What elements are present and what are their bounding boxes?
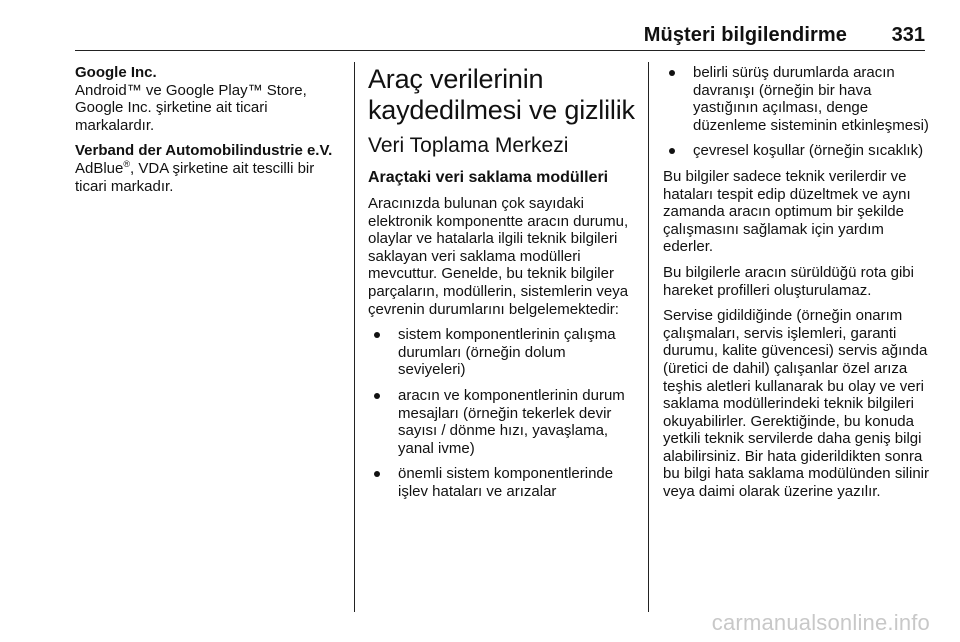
bullet-icon	[374, 332, 380, 338]
list-item-text: belirli sürüş durumlarda aracın davranışı (örneğin bir hava yastığının açılması, denge düzenleme sisteminin etkinleşmesi)	[693, 64, 929, 134]
watermark: carmanualsonline.info	[711, 610, 930, 635]
header-title: Müşteri bilgilendirme	[643, 24, 847, 46]
list-item	[663, 142, 929, 160]
registered-mark: ®	[123, 158, 131, 169]
list-item	[368, 326, 636, 379]
column-middle	[368, 64, 636, 509]
column-divider-right	[648, 62, 649, 612]
paragraph-route-profiles: Bu bilgilerle aracın sürüldüğü rota gibi hareket profilleri oluşturulamaz.	[663, 263, 914, 299]
bullet-icon	[669, 148, 675, 154]
trademark-vda-text	[75, 160, 343, 195]
list-item-text: önemli sistem komponentlerinde işlev hataları ve arızalar	[398, 465, 614, 500]
bullet-icon	[374, 471, 380, 477]
bullet-list-right	[663, 64, 929, 160]
bullet-icon	[374, 393, 380, 399]
bullet-icon	[669, 70, 675, 76]
topic-heading: Araçtaki veri saklama modülleri	[368, 169, 609, 186]
trademark-vda-rest: , VDA şirketine ait tescilli bir ticari markadır.	[75, 159, 315, 195]
list-item	[368, 465, 636, 500]
column-left	[75, 64, 343, 203]
list-item	[663, 64, 929, 134]
adblue-text: AdBlue	[75, 159, 124, 177]
subsection-heading: Veri Toplama Merkezi	[368, 134, 569, 157]
trademark-google	[75, 64, 343, 134]
section-heading: Araç verilerinin kaydedilmesi ve gizlilik	[368, 64, 635, 125]
trademark-vda-title: Verband der Automobilindustrie e.V.	[75, 142, 333, 160]
list-item-text: aracın ve komponentlerinin durum mesajları (örneğin tekerlek devir sayısı / dönme hızı, yavaşlama, yanal ivme)	[398, 386, 625, 457]
intro-paragraph: Aracınızda bulunan çok sayıdaki elektronik komponentte aracın durumu, olaylar ve hatalarla ilgili teknik bilgileri saklayan veri saklama modülleri mevcuttur. Genelde, bu teknik bilgiler parçaların, modüllerin, sistemlerin veya çevrenin durumlarını belgelemektedir:	[368, 195, 629, 318]
paragraph-service-reading: Servise gidildiğinde (örneğin onarım çalışmaları, servis işlemleri, garanti durumu, kalite güvencesi) servis ağında (üretici de dahil) çalışanlar özel arıza teşhis aletleri kullanarak bu olay ve veri saklama modüllerindeki teknik bilgileri okuyabilirler. Gerektiğinde, bu konuda yetkili teknik servilerde daha geniş bilgi alabilirsiniz. Bir hata giderildikten sonra bu bilgi hata saklama modülünden silinir veya daimi olarak üzerine yazılır.	[663, 307, 929, 501]
trademark-google-text: Android™ ve Google Play™ Store, Google Inc. şirketine ait ticari markalardır.	[75, 81, 307, 134]
list-item	[368, 387, 636, 457]
trademark-google-title: Google Inc.	[75, 64, 157, 81]
column-right	[663, 64, 929, 509]
bullet-list-middle	[368, 326, 636, 500]
column-divider-left	[354, 62, 355, 612]
list-item-text: çevresel koşullar (örneğin sıcaklık)	[693, 142, 924, 160]
trademark-vda	[75, 142, 343, 195]
page-header	[75, 18, 925, 51]
paragraph-technical-data: Bu bilgiler sadece teknik verilerdir ve hataları tespit edip düzeltmek ve aynı zamanda aracın optimum bir şekilde çalışmasını sağlamak için yardım ederler.	[663, 167, 911, 256]
page-number: 331	[891, 24, 925, 46]
list-item-text: sistem komponentlerinin çalışma durumları (örneğin dolum seviyeleri)	[398, 326, 616, 379]
